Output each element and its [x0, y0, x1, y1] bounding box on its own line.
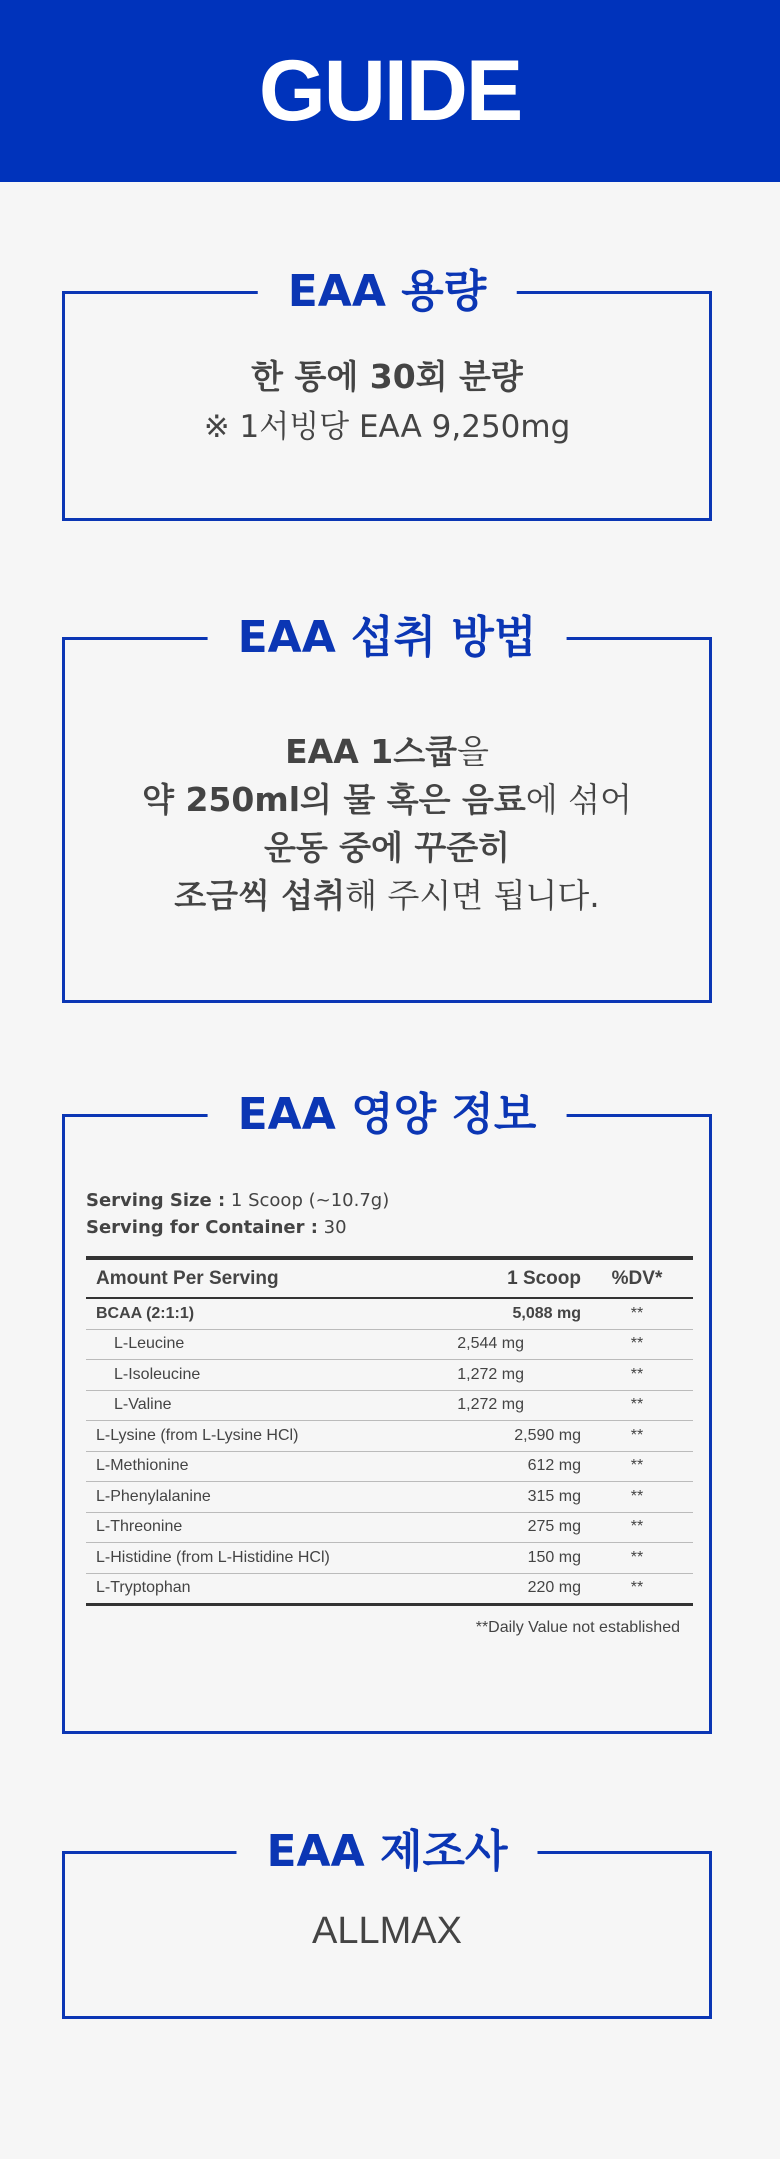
table-row: BCAA (2:1:1) 5,088 mg ** [86, 1298, 693, 1329]
method-title: EAA 섭취 방법 [208, 608, 567, 668]
nutrition-table [86, 1260, 693, 1603]
nutrition-table-wrapper [86, 1256, 693, 1606]
daily-value-footnote: **Daily Value not established [475, 1619, 680, 1636]
table-row: L-Phenylalanine 315 mg ** [86, 1482, 693, 1513]
col-header-amount: 1 Scoop [507, 1267, 581, 1289]
serving-container: Serving for Container : 30 [86, 1217, 347, 1238]
method-line-4: 조금씩 섭취해 주시면 됩니다. [174, 876, 600, 915]
dosage-section [62, 266, 712, 521]
maker-name: ALLMAX [312, 1910, 462, 1952]
table-row: L-Methionine 612 mg ** [86, 1451, 693, 1482]
table-row: L-Tryptophan 220 mg ** [96, 1579, 644, 1597]
nutrition-title: EAA 영양 정보 [208, 1085, 567, 1145]
maker-title: EAA 제조사 [237, 1822, 538, 1882]
col-header-name: Amount Per Serving [96, 1267, 279, 1289]
col-header-dv: %DV* [611, 1267, 663, 1289]
dosage-per-serving: ※ 1서빙당 EAA 9,250mg [203, 409, 571, 445]
table-row: L-Lysine (from L-Lysine HCl) 2,590 mg ** [86, 1421, 693, 1452]
guide-header [0, 0, 780, 182]
method-line-3: 운동 중에 꾸준히 [263, 828, 511, 867]
serving-size: Serving Size : 1 Scoop (~10.7g) [86, 1190, 390, 1211]
method-line-2: 약 250ml의 물 혹은 음료에 섞어 [142, 780, 632, 819]
guide-title: GUIDE [258, 42, 522, 139]
table-row: L-Threonine 275 mg ** [86, 1512, 693, 1543]
dosage-servings: 한 통에 30회 분량 [251, 357, 523, 396]
maker-section [62, 1826, 712, 2019]
method-section [62, 612, 712, 1003]
table-row: L-Histidine (from L-Histidine HCl) 150 mg ** [86, 1543, 693, 1574]
table-row: L-Isoleucine 1,272 mg ** [86, 1360, 693, 1391]
nutrition-section [62, 1089, 712, 1734]
table-row: L-Leucine 2,544 mg ** [86, 1329, 693, 1360]
dosage-title: EAA 용량 [258, 262, 517, 322]
method-line-1: EAA 1스쿱을 [285, 732, 489, 771]
table-row: L-Valine 1,272 mg ** [86, 1390, 693, 1421]
